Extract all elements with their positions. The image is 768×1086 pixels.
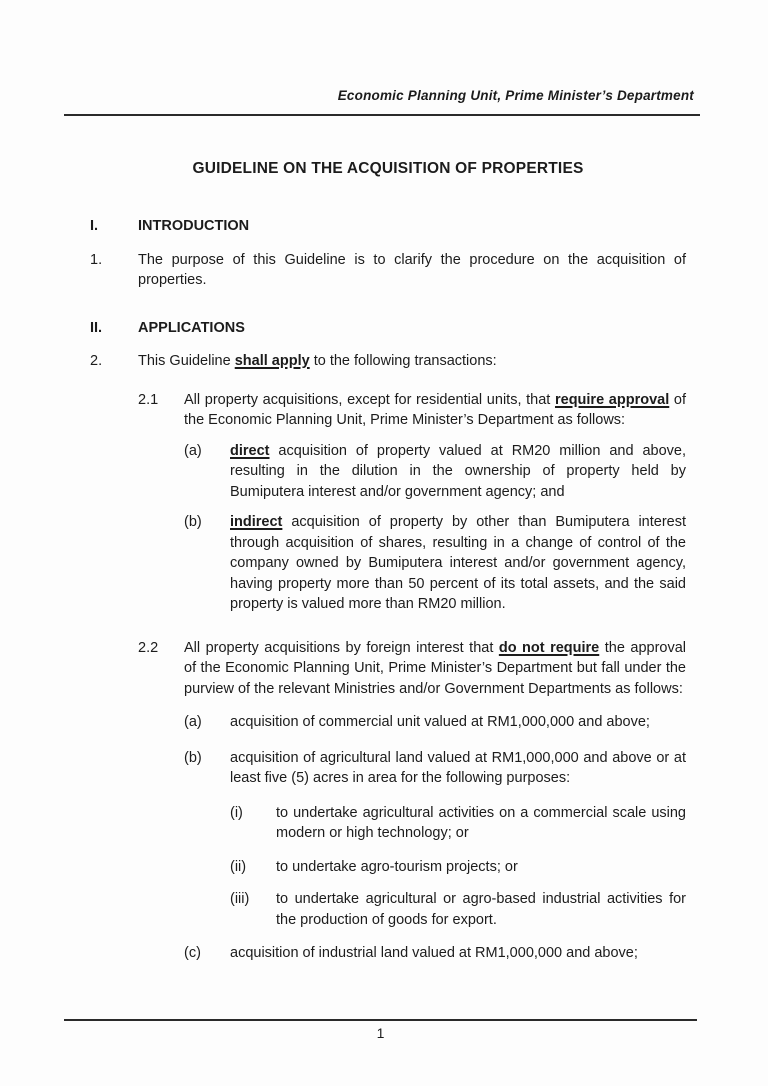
clause-2-2-text [184,638,686,700]
document-body [90,158,686,964]
clause-2-2-item-b [184,748,686,789]
paragraph-1 [90,250,686,291]
clause-2-1-text-post: of the Economic Planning Unit, Prime Minister’s Department as follows: [184,391,687,428]
clause-2-1-text-pre: All property acquisitions, except for residential units, that [184,391,555,408]
header-department-name: Economic Planning Unit, Prime Minister’s Department [337,88,694,103]
clause-2-2-emphasis: do not require [498,639,600,656]
clause-2-2-item-b-text: acquisition of agricultural land valued at RM1,000,000 and above or at least five (5) acres in area for the following purposes: [230,749,686,786]
page-number: 1 [376,1025,385,1041]
clause-2-1-item-a-text-post: acquisition of property valued at RM20 million and above, resulting in the dilution in the ownership of property held by Bumiputera interest and/or government agency; and [230,442,686,500]
clause-2-1-item-a [184,441,686,503]
clause-2-1 [138,390,686,431]
clause-2-1-text [184,390,686,431]
clause-2-2-item-b-sub-ii-number: (ii) [230,858,247,875]
clause-2-2-item-c-number: (c) [184,945,201,961]
clause-2-1-item-a-number: (a) [184,442,202,459]
clause-2-1-emphasis: require approval [554,391,670,408]
clause-2-1-item-b-emphasis: indirect [230,514,283,530]
clause-2-2-number: 2.2 [138,639,159,656]
clause-2-1-number: 2.1 [138,391,159,408]
paragraph-2-emphasis: shall apply [234,353,310,369]
clause-2-1-item-b-text [230,512,686,615]
section-introduction-heading [90,216,686,237]
clause-2-2-item-b-number: (b) [184,749,202,766]
clause-2-2 [138,638,686,700]
clause-2-2-text-post: the approval of the Economic Planning Unit, Prime Minister’s Department but fall under the purview of the relevant Ministries and/or Government Departments as follows: [184,639,686,697]
clause-2-1-item-b [184,512,686,615]
clause-2-2-item-c-text: acquisition of industrial land valued at RM1,000,000 and above; [230,945,638,961]
paragraph-1-number: 1. [90,251,103,268]
page-footer [64,1019,697,1042]
clause-2-2-item-b-sub-i [230,803,686,844]
section-applications-number: II. [90,319,103,336]
page-header [64,0,700,116]
paragraph-2-text-pre: This Guideline [138,353,235,369]
clause-2-2-item-a-text: acquisition of commercial unit valued at RM1,000,000 and above; [230,714,650,730]
clause-2-2-item-b-sub-i-number: (i) [230,804,243,821]
paragraph-2-text-post: to the following transactions: [309,353,497,369]
clause-2-2-item-b-sub-iii-text: to undertake agricultural or agro-based industrial activities for the production of goods for export. [276,891,686,928]
paragraph-2 [90,351,686,372]
clause-2-2-item-b-sub-iii-number: (iii) [230,891,250,907]
document-title: GUIDELINE ON THE ACQUISITION OF PROPERTIES [192,160,584,177]
clause-2-2-item-a [184,712,686,733]
section-applications-label: APPLICATIONS [138,319,245,336]
clause-2-1-item-a-emphasis: direct [230,442,270,459]
clause-2-2-item-b-sub-ii [230,857,686,878]
clause-2-1-item-b-text-post: acquisition of property by other than Bumiputera interest through acquisition of shares, resulting in a change of control of the company owned by Bumiputera interest and/or government agency, having property more than 50 percent of its total assets, and the said property is valued more than RM20 million. [230,514,686,612]
clause-2-2-text-pre: All property acquisitions by foreign interest that [184,639,499,656]
section-introduction-label: INTRODUCTION [138,218,250,234]
section-introduction-number: I. [90,218,99,234]
clause-2-1-item-b-number: (b) [184,514,202,530]
clause-2-1-item-a-text [230,441,686,503]
clause-2-2-item-c [184,943,686,964]
paragraph-2-number: 2. [90,353,103,369]
clause-2-2-item-b-sub-i-text: to undertake agricultural activities on a commercial scale using modern or high technology; or [276,804,686,841]
clause-2-2-item-a-number: (a) [184,714,202,730]
paragraph-1-text: The purpose of this Guideline is to clarify the procedure on the acquisition of properties. [138,251,686,288]
clause-2-2-item-b-sub-iii [230,889,686,930]
clause-2-2-item-b-sub-ii-text: to undertake agro-tourism projects; or [276,858,518,875]
paragraph-2-text [138,351,686,372]
section-applications-heading [90,318,686,339]
